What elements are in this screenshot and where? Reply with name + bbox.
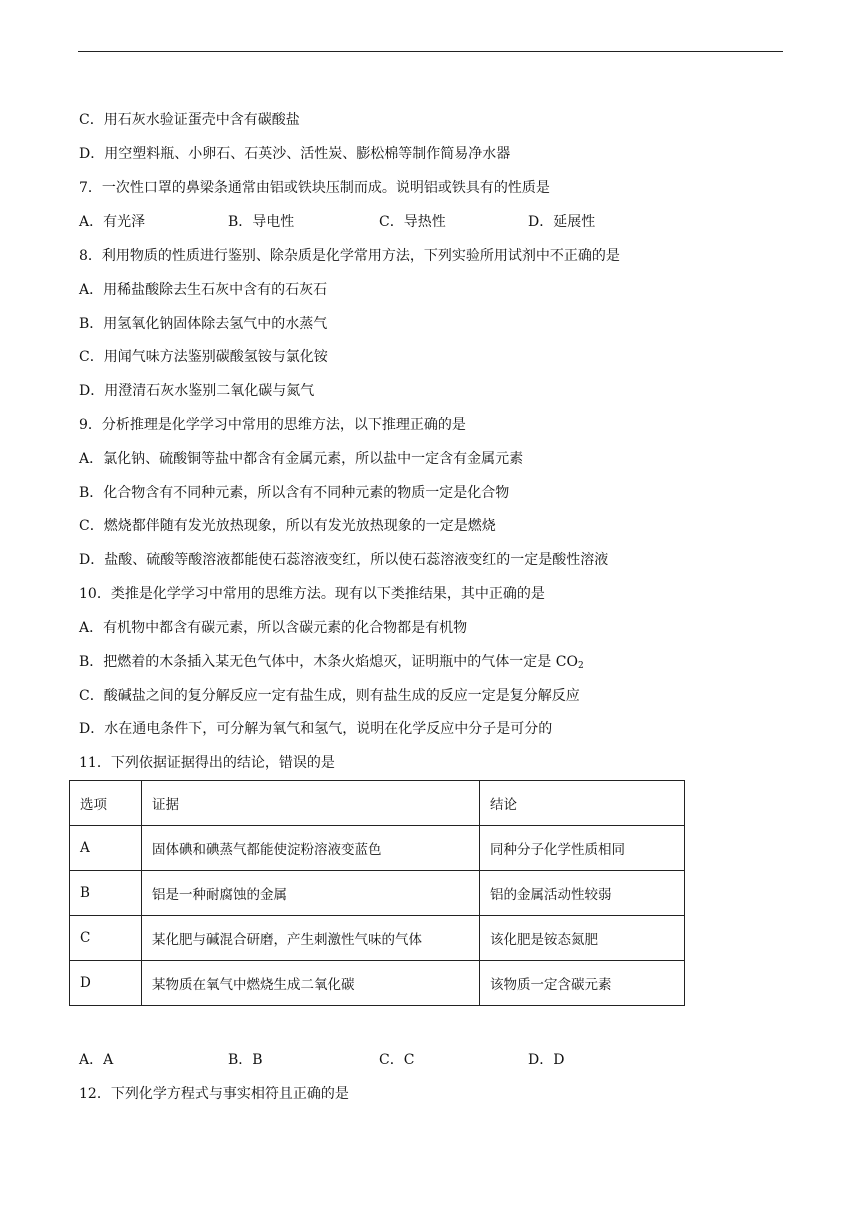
q6-option-d: D．用空塑料瓶、小卵石、石英沙、活性炭、膨松棉等制作简易净水器	[79, 146, 511, 162]
table-row	[70, 961, 685, 1006]
q9-stem: 9．分析推理是化学学习中常用的思维方法，以下推理正确的是	[79, 417, 466, 433]
table-header-row	[70, 781, 685, 826]
table-cell: 铝的金属活动性较弱	[480, 871, 685, 916]
table-header-cell: 结论	[480, 781, 685, 826]
q8-option-b: B．用氢氧化钠固体除去氢气中的水蒸气	[79, 316, 328, 332]
table-cell: C	[70, 916, 142, 961]
table-cell: 固体碘和碘蒸气都能使淀粉溶液变蓝色	[142, 826, 480, 871]
table-row	[70, 916, 685, 961]
q10-option-c: C．酸碱盐之间的复分解反应一定有盐生成，则有盐生成的反应一定是复分解反应	[79, 688, 580, 704]
q9-option-c: C．燃烧都伴随有发光放热现象，所以有发光放热现象的一定是燃烧	[79, 518, 496, 534]
q8-option-d: D．用澄清石灰水鉴别二氧化碳与氮气	[79, 383, 315, 399]
table-row	[70, 871, 685, 916]
header-rule	[78, 51, 783, 52]
q11-option-a: A．A	[79, 1052, 114, 1068]
q7-stem: 7．一次性口罩的鼻梁条通常由铝或铁块压制而成。说明铝或铁具有的性质是	[79, 180, 550, 196]
q7-option-d: D．延展性	[528, 214, 596, 230]
q7-option-b: B．导电性	[228, 214, 295, 230]
q11-stem: 11．下列依据证据得出的结论，错误的是	[79, 755, 335, 771]
table-header-cell: 选项	[70, 781, 142, 826]
table-cell: 某化肥与碱混合研磨，产生刺激性气味的气体	[142, 916, 480, 961]
q10-option-a: A．有机物中都含有碳元素，所以含碳元素的化合物都是有机物	[79, 620, 468, 636]
q9-option-b: B．化合物含有不同种元素，所以含有不同种元素的物质一定是化合物	[79, 485, 510, 501]
q7-options	[79, 212, 779, 232]
table-cell: D	[70, 961, 142, 1006]
table-cell: 铝是一种耐腐蚀的金属	[142, 871, 480, 916]
q10-stem: 10．类推是化学学习中常用的思维方法。现有以下类推结果，其中正确的是	[79, 586, 545, 602]
q8-option-c: C．用闻气味方法鉴别碳酸氢铵与氯化铵	[79, 349, 328, 365]
table-cell: 某物质在氧气中燃烧生成二氧化碳	[142, 961, 480, 1006]
table-cell: 同种分子化学性质相同	[480, 826, 685, 871]
table-cell: A	[70, 826, 142, 871]
q10-option-d: D．水在通电条件下，可分解为氧气和氢气，说明在化学反应中分子是可分的	[79, 721, 553, 737]
q11-option-c: C．C	[379, 1052, 415, 1068]
q8-stem: 8．利用物质的性质进行鉴别、除杂质是化学常用方法，下列实验所用试剂中不正确的是	[79, 248, 620, 264]
table-cell: 该化肥是铵态氮肥	[480, 916, 685, 961]
table-row	[70, 826, 685, 871]
q9-option-d: D．盐酸、硫酸等酸溶液都能使石蕊溶液变红，所以使石蕊溶液变红的一定是酸性溶液	[79, 552, 609, 568]
q11-option-b: B．B	[228, 1052, 263, 1068]
q6-option-c: C．用石灰水验证蛋壳中含有碳酸盐	[79, 112, 300, 128]
q12-stem: 12．下列化学方程式与事实相符且正确的是	[79, 1086, 349, 1102]
q11-options	[79, 1050, 779, 1070]
table-header-cell: 证据	[142, 781, 480, 826]
table-cell: B	[70, 871, 142, 916]
evidence-table	[69, 780, 685, 1006]
q11-option-d: D．D	[528, 1052, 565, 1068]
q8-option-a: A．用稀盐酸除去生石灰中含有的石灰石	[79, 282, 328, 298]
q9-option-a: A．氯化钠、硫酸铜等盐中都含有金属元素，所以盐中一定含有金属元素	[79, 451, 524, 467]
q7-option-a: A．有光泽	[79, 214, 146, 230]
q10-option-b	[79, 652, 584, 676]
q7-option-c: C．导热性	[379, 214, 446, 230]
q10-option-b-text: B．把燃着的木条插入某无色气体中，木条火焰熄灭，证明瓶中的气体一定是 CO	[79, 654, 578, 670]
q10-option-b-subscript: 2	[577, 661, 584, 671]
table-cell: 该物质一定含碳元素	[480, 961, 685, 1006]
